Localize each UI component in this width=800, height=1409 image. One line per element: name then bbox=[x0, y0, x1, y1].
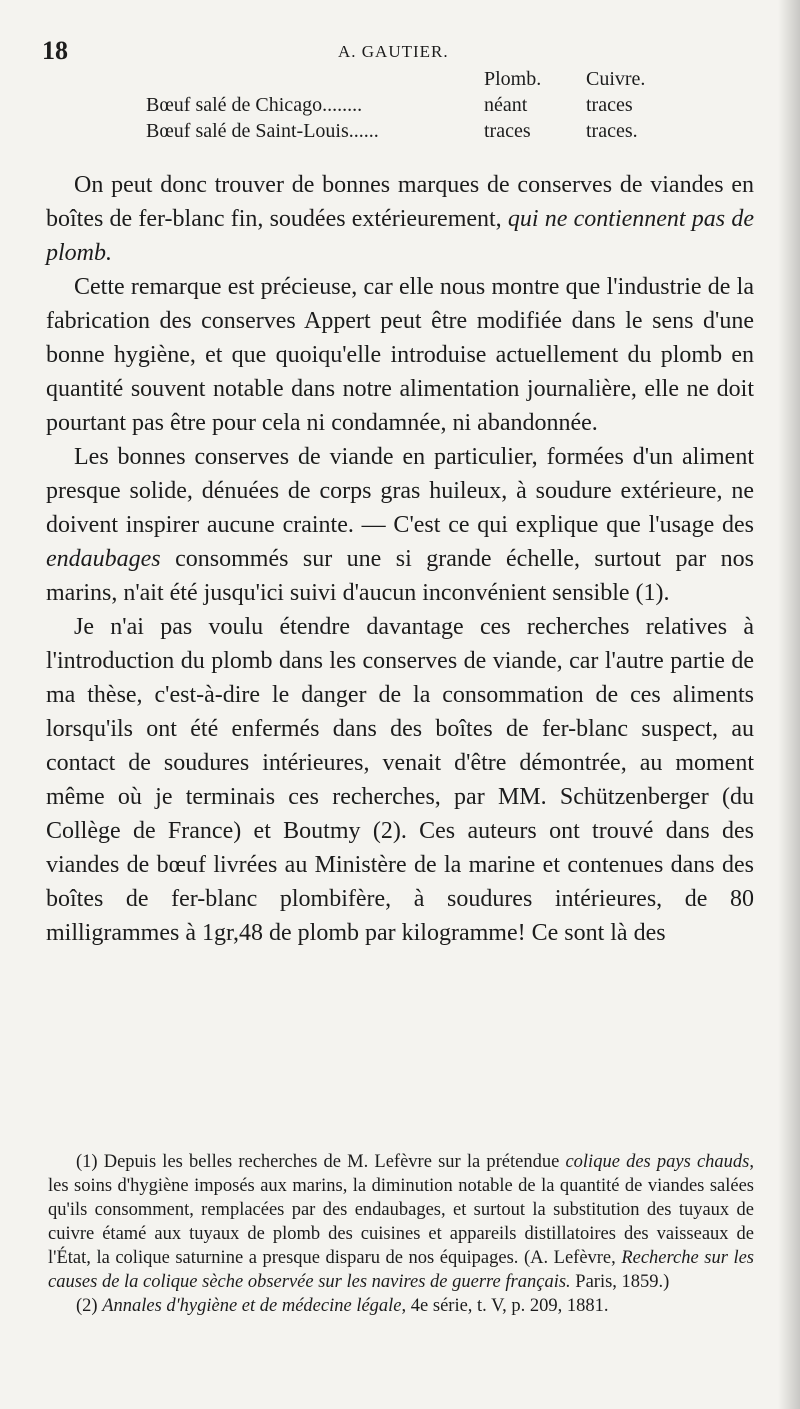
footnotes bbox=[48, 1150, 754, 1318]
italic-text: Recherche sur les causes de la colique sèche observée sur les navires de guerre français. bbox=[48, 1248, 754, 1292]
italic-text: Annales d'hygiène et de médecine légale bbox=[102, 1296, 402, 1316]
table-row bbox=[140, 94, 680, 120]
paragraph: Cette remarque est précieuse, car elle nous montre que l'industrie de la fabrication des conserves Appert peut être modifiée dans le sens d'une bonne hygiène, et que quoiqu'elle introduise actuellement du plomb en quantité souvent notable dans notre alimentation journalière, elle ne doit pourtant pas être pour cela ni condamnée, ni abandonnée. bbox=[46, 274, 754, 436]
analysis-table bbox=[140, 68, 680, 146]
paragraph-text: Les bonnes conserves de viande en particulier, formées d'un aliment presque solide, dénuées de corps gras huileux, à soudure extérieure, ne doivent inspirer aucune crainte. — C'est ce qui explique que l'usage des bbox=[46, 444, 754, 538]
page-number: 18 bbox=[42, 36, 68, 65]
table-row bbox=[140, 120, 680, 146]
row-label: Bœuf salé de Saint-Louis...... bbox=[146, 120, 379, 142]
page-edge-shadow bbox=[778, 0, 800, 1409]
italic-text: qui ne contiennent pas de plomb. bbox=[46, 206, 754, 266]
paragraph: Je n'ai pas voulu étendre davantage ces recherches relatives à l'introduction du plomb dans les conserves de viande, car l'autre partie de ma thèse, c'est-à-dire le danger de la consommation de ces aliments lorsqu'ils ont été enfermés dans des boîtes de fer-blanc suspect, au contact de soudures intérieures, venait d'être démontrée, au moment même où je terminais ces recherches, par MM. Schützenberger (du Collège de France) et Boutmy (2). Ces auteurs ont trouvé dans des viandes de bœuf livrées au Ministère de la marine et contenues dans des boîtes de fer-blanc plombifère, à soudures intérieures, de 80 milligrammes à 1gr,48 de plomb par kilogramme! Ce sont là des bbox=[46, 614, 754, 946]
page-header bbox=[42, 36, 758, 66]
paragraph-text: On peut donc trouver de bonnes marques de conserves de viandes en boîtes de fer-blanc fin, soudées extérieurement, bbox=[46, 172, 754, 232]
paragraph bbox=[46, 440, 754, 610]
italic-text: endaubages bbox=[46, 546, 161, 572]
footnote-text: Paris, 1859.) bbox=[570, 1272, 670, 1292]
cell-cuivre: traces bbox=[586, 94, 633, 116]
footnote bbox=[48, 1150, 754, 1294]
running-title: A. GAUTIER. bbox=[338, 42, 449, 61]
italic-text: colique des pays chauds bbox=[565, 1152, 750, 1172]
cell-cuivre: traces. bbox=[586, 120, 638, 142]
main-text bbox=[46, 168, 754, 950]
table-header-row bbox=[140, 68, 680, 94]
row-label: Bœuf salé de Chicago........ bbox=[146, 94, 363, 116]
paragraph bbox=[46, 168, 754, 270]
column-header-plomb: Plomb. bbox=[484, 68, 542, 90]
cell-plomb: traces bbox=[484, 120, 531, 142]
footnote-text: , les soins d'hygiène imposés aux marins, la diminution notable de la quantité de viandes salées qu'ils consomment, remplacées par des endaubages, et surtout la substitution des tuyaux de cuivre étamé aux tuyaux de plomb des cuisines et appareils distillatoires des vaisseaux de l'État, la colique saturnine a presque disparu de nos équipages. (A. Lefèvre, bbox=[48, 1152, 754, 1268]
paragraph-text: consommés sur une si grande échelle, surtout par nos marins, n'ait été jusqu'ici suivi d'aucun inconvénient sensible (1). bbox=[46, 546, 754, 606]
cell-plomb: néant bbox=[484, 94, 528, 116]
footnote bbox=[48, 1294, 754, 1318]
footnote-text: (2) bbox=[76, 1296, 103, 1316]
footnote-text: (1) Depuis les belles recherches de M. Lefèvre sur la prétendue bbox=[76, 1152, 566, 1172]
column-header-cuivre: Cuivre. bbox=[586, 68, 646, 90]
footnote-text: , 4e série, t. V, p. 209, 1881. bbox=[401, 1296, 609, 1316]
